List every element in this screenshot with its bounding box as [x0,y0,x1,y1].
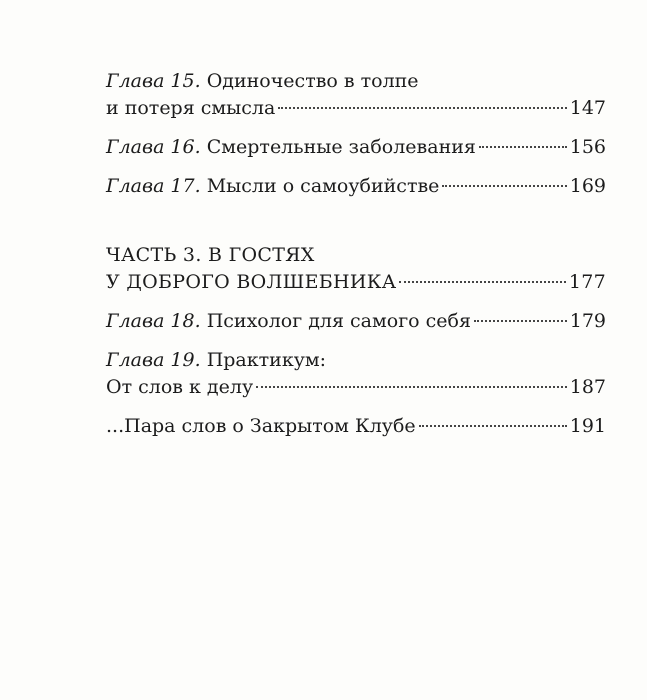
toc-line [106,173,606,200]
toc-entry-chapter-19 [106,347,606,401]
page-number: 156 [569,136,606,158]
toc-line [106,308,606,335]
chapter-title: Одиночество в толпе [206,70,419,92]
toc-entry-part-3 [106,242,606,296]
toc-entry-chapter-16 [106,134,606,161]
page-number: 191 [569,415,606,437]
dot-leader [442,185,566,187]
chapter-number: Глава 16. [106,136,201,158]
toc-line [106,95,606,122]
chapter-title: и потеря смысла [106,97,276,119]
toc-line [106,242,606,269]
toc-entry-closed-club [106,413,606,440]
toc-entry-chapter-17 [106,173,606,200]
toc-entry-chapter-18 [106,308,606,335]
toc-line [106,347,606,374]
dot-leader [399,281,565,283]
toc-line [106,269,606,296]
table-of-contents [106,68,606,440]
page-number: 177 [568,271,606,293]
toc-entry-chapter-15 [106,68,606,122]
page-number: 147 [569,97,606,119]
chapter-title: Смертельные заболевания [206,136,476,158]
part-title: ЧАСТЬ 3. В ГОСТЯХ [106,244,315,266]
chapter-number: Глава 18. [106,310,201,332]
chapter-number: Глава 17. [106,175,201,197]
dot-leader [474,320,567,322]
page-number: 179 [569,310,606,332]
dot-leader [419,425,567,427]
toc-line [106,68,606,95]
chapter-title: Практикум: [206,349,327,371]
part-title: У ДОБРОГО ВОЛШЕБНИКА [106,271,397,293]
page-number: 169 [569,175,606,197]
dot-leader [256,386,567,388]
chapter-title: Психолог для самого себя [206,310,471,332]
chapter-number: Глава 15. [106,70,201,92]
dot-leader [278,107,566,109]
dot-leader [479,146,567,148]
page-number: 187 [569,376,606,398]
chapter-title: От слов к делу [106,376,254,398]
chapter-title: ...Пара слов о Закрытом Клубе [106,415,416,437]
chapter-number: Глава 19. [106,349,201,371]
chapter-title: Мысли о самоубийстве [206,175,440,197]
toc-line [106,374,606,401]
toc-line [106,134,606,161]
toc-line [106,413,606,440]
